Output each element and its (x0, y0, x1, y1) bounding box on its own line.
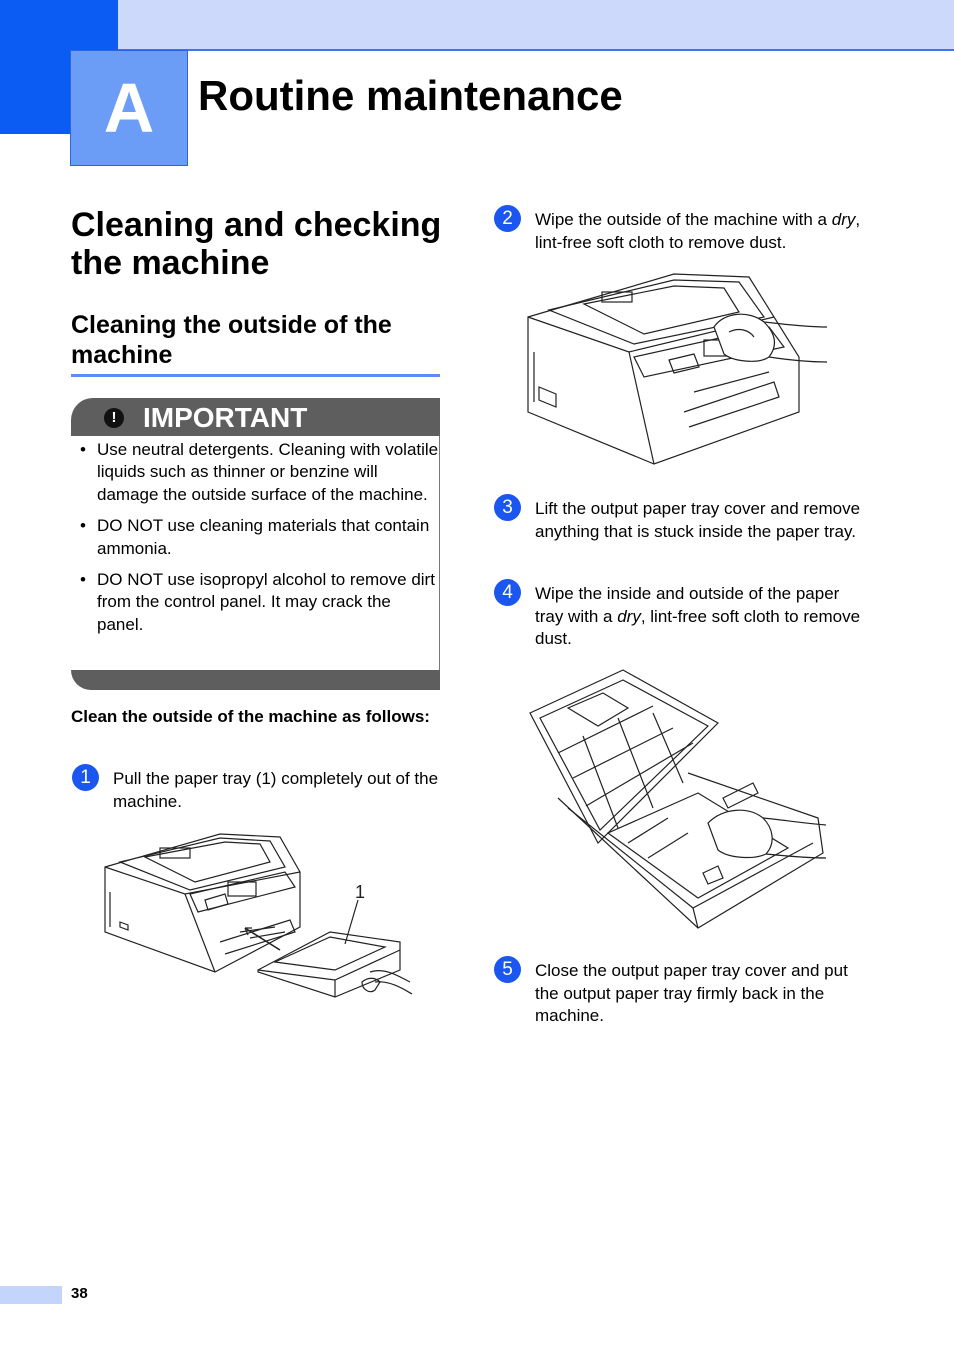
page-number: 38 (71, 1285, 88, 1302)
step-text-2-pre: Wipe the outside of the machine with a (535, 210, 832, 229)
page-number-tab (0, 1286, 62, 1304)
step-badge-4: 4 (494, 579, 521, 606)
step-text-2 (535, 209, 865, 254)
step-text-3 (535, 498, 865, 543)
figure-callout-1: 1 (355, 882, 366, 902)
step-text-5 (535, 960, 865, 1028)
chapter-letter-box (70, 50, 188, 166)
important-label: IMPORTANT (143, 402, 308, 433)
important-item: • DO NOT use cleaning materials that contain ammonia. (80, 515, 440, 560)
step-badge-1: 1 (72, 764, 99, 791)
chapter-title: Routine maintenance (198, 72, 623, 119)
step-text-2-post: , lint-free soft cloth to remove dust. (535, 210, 861, 252)
important-list (80, 439, 440, 645)
important-header (71, 398, 440, 436)
step-badge-3: 3 (494, 494, 521, 521)
important-item: • DO NOT use isopropyl alcohol to remove dirt from the control panel. It may crack the panel. (80, 569, 440, 636)
subsection-title: Cleaning the outside of the machine (71, 311, 392, 369)
exclamation-icon: ! (104, 408, 124, 428)
important-footer (71, 670, 440, 690)
step-text-5-main: Close the output paper tray cover and put the output paper tray firmly back in the machine. (535, 961, 848, 1025)
important-item: • Use neutral detergents. Cleaning with volatile liquids such as thinner or benzine will damage the outside surface of the machine. (80, 439, 440, 506)
figure-wipe-paper-tray (528, 668, 828, 933)
step-text-4-emphasis: dry (617, 606, 641, 626)
step-text-2-emphasis: dry (831, 210, 856, 229)
figure-pull-paper-tray (100, 832, 420, 1010)
step-text-4 (535, 583, 865, 651)
step-text-4-pre: Wipe the inside and outside of the paper tray with a (535, 584, 840, 626)
section-title: Cleaning and checking the machine (71, 206, 442, 282)
instructions-heading: Clean the outside of the machine as follows: (71, 707, 430, 726)
step-text-4-post: , lint-free soft cloth to remove dust. (535, 606, 861, 648)
step-badge-2: 2 (494, 205, 521, 232)
chapter-letter: A (103, 69, 155, 147)
step-text-3-main: Lift the output paper tray cover and remove anything that is stuck inside the paper tray. (535, 499, 861, 541)
step-text-1 (113, 768, 443, 813)
step-badge-5: 5 (494, 956, 521, 983)
subsection-divider (71, 374, 440, 377)
header-bar (118, 0, 954, 51)
step-text-1-main: Pull the paper tray (1) completely out of the machine. (113, 769, 439, 811)
figure-wipe-machine (524, 272, 829, 468)
